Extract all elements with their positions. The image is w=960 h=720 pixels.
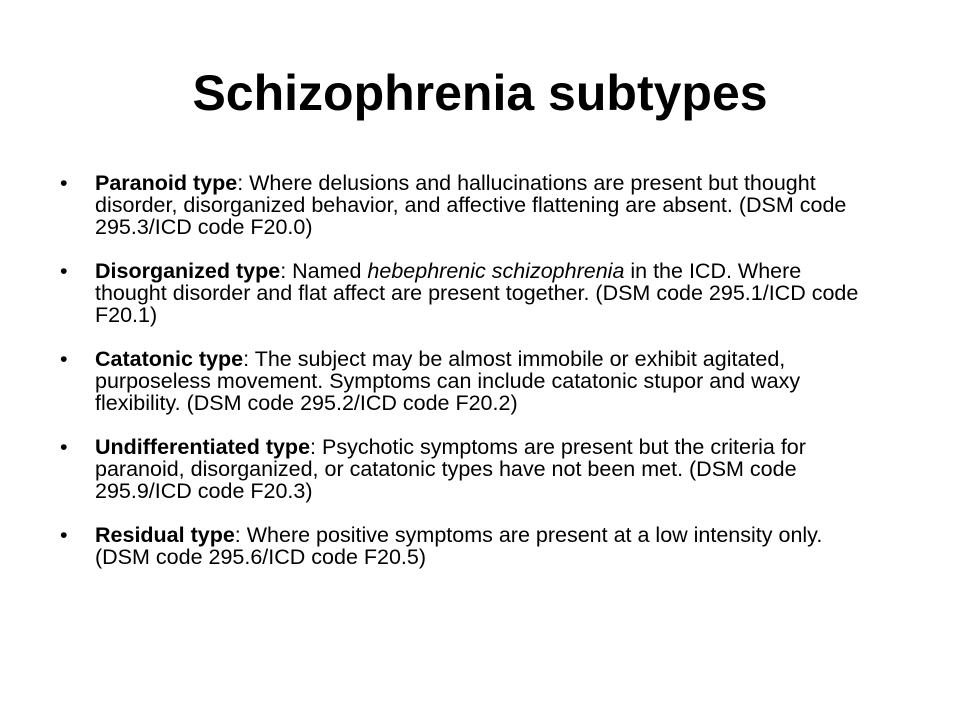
- bullet-dot-icon: •: [60, 523, 68, 547]
- bullet-dot-icon: •: [60, 347, 68, 371]
- bullet-italic-text: hebephrenic schizophrenia: [367, 259, 625, 283]
- bullet-item-undifferentiated: [60, 436, 860, 502]
- bullet-dot-icon: •: [60, 435, 68, 459]
- bullet-dot-icon: •: [60, 171, 68, 195]
- bullet-item-paranoid: [60, 172, 860, 238]
- slide-title: Schizophrenia subtypes: [192, 65, 768, 121]
- bullet-term: Disorganized type: [95, 259, 281, 283]
- bullet-text: : The subject may be almost immobile or exhibit agitated, purposeless movement. Symptoms can include catatonic stupor and waxy flexibility. (DSM code 295.2/ICD code F20.2): [95, 347, 801, 415]
- bullet-dot-icon: •: [60, 259, 68, 283]
- bullet-text: : Where positive symptoms are present at a low intensity only. (DSM code 295.6/ICD code F20.5): [95, 523, 823, 569]
- bullet-term: Paranoid type: [95, 171, 238, 195]
- bullet-text-after: in the ICD. Where thought disorder and flat affect are present together. (DSM code 295.1/ICD code F20.1): [95, 259, 859, 327]
- bullet-term: Residual type: [95, 523, 235, 547]
- bullet-item-residual: [60, 524, 860, 568]
- bullet-item-catatonic: [60, 348, 860, 414]
- bullet-item-disorganized: [60, 260, 860, 326]
- bullet-text: : Psychotic symptoms are present but the criteria for paranoid, disorganized, or catatonic types have not been met. (DSM code 295.9/ICD code F20.3): [95, 435, 806, 503]
- bullet-term: Undifferentiated type: [95, 435, 311, 459]
- bullet-list: [60, 172, 860, 590]
- bullet-term: Catatonic type: [95, 347, 244, 371]
- bullet-text: : Where delusions and hallucinations are present but thought disorder, disorganized behavior, and affective flattening are absent. (DSM code 295.3/ICD code F20.0): [95, 171, 847, 239]
- bullet-text-before: : Named: [280, 259, 368, 283]
